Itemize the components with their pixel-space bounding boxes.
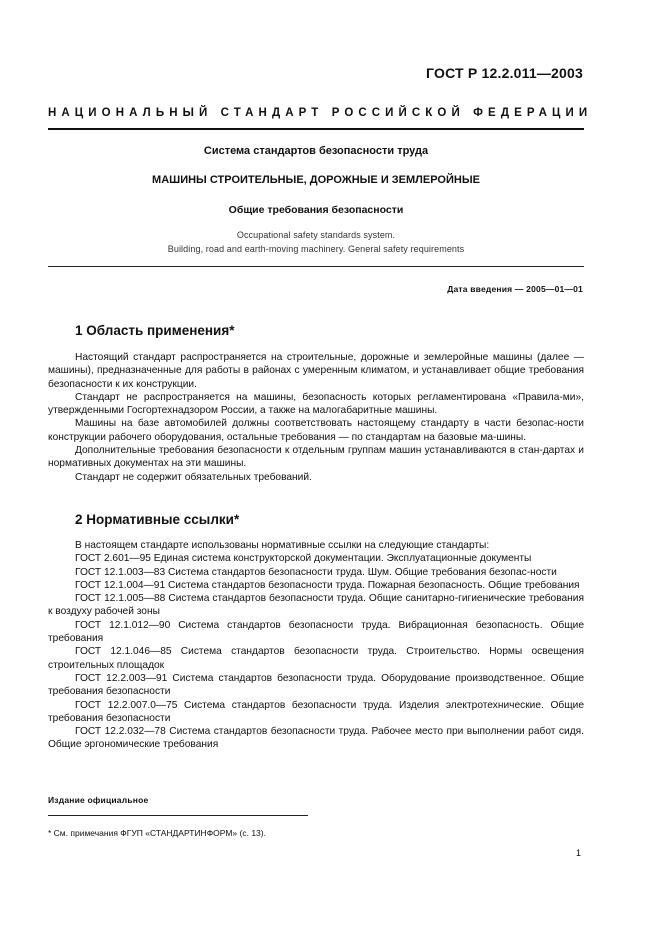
header-rule (48, 128, 584, 130)
paragraph: Настоящий стандарт распространяется на строительные, дорожные и землеройные машины (далее — машины), предназначенные для работы в районах с умеренным климатом, и устанавливает общие требования безопасности к их конструкции. (48, 352, 584, 390)
document-subtitle: Общие требования безопасности (228, 204, 404, 216)
reference-item: ГОСТ 12.2.003—91 Система стандартов безопасности труда. Оборудование производственное. Общие требования безопасности (48, 672, 584, 698)
introduction-date: Дата введения — 2005—01—01 (447, 284, 583, 294)
reference-item: ГОСТ 12.1.005—88 Система стандартов безопасности труда. Общие санитарно-гигиенические требования к воздуху рабочей зоны (48, 593, 584, 618)
reference-list (48, 552, 584, 751)
national-standard-banner: НАЦИОНАЛЬНЫЙ СТАНДАРТ РОССИЙСКОЙ ФЕДЕРАЦИИ (48, 107, 593, 119)
reference-item: ГОСТ 12.1.003—83 Система стандартов безопасности труда. Шум. Общие требования безопас-ности (75, 566, 557, 578)
section-2-body (48, 539, 584, 752)
reference-item: ГОСТ 12.1.004—91 Система стандартов безопасности труда. Пожарная безопасность. Общие требования (75, 579, 580, 591)
references-intro: В настоящем стандарте использованы нормативные ссылки на следующие стандарты: (75, 540, 490, 551)
reference-item: ГОСТ 2.601—95 Единая система конструкторской документации. Эксплуатационные документы (75, 553, 532, 565)
paragraph: Стандарт не содержит обязательных требований. (75, 471, 312, 483)
paragraph: Стандарт не распространяется на машины, безопасность которых регламентирована «Правила-ми», утвержденными Госгортехнадзором России, а также на малогабаритные машины. (48, 391, 584, 417)
section-1-heading: 1 Область применения* (75, 323, 235, 338)
document-title: МАШИНЫ СТРОИТЕЛЬНЫЕ, ДОРОЖНЫЕ И ЗЕМЛЕРОЙНЫЕ (152, 174, 480, 186)
reference-item: ГОСТ 12.2.032—78 Система стандартов безопасности труда. Рабочее место при выполнении работ сидя. Общие эргономические требования (48, 726, 584, 751)
document-code: ГОСТ Р 12.2.011—2003 (426, 65, 583, 81)
section-1-body (48, 351, 584, 484)
page-number: 1 (575, 848, 581, 858)
reference-item: ГОСТ 12.1.012—90 Система стандартов безопасности труда. Вибрационная безопасность. Общие требования (48, 619, 584, 645)
title-block-rule (48, 266, 584, 267)
footnote: * См. примечания ФГУП «СТАНДАРТИНФОРМ» (с. 13). (48, 828, 266, 838)
english-title-line-2: Building, road and earth-moving machinery. General safety requirements (167, 244, 465, 254)
official-edition-label: Издание официальное (48, 795, 149, 805)
reference-item: ГОСТ 12.2.007.0—75 Система стандартов безопасности труда. Изделия электротехнические. Общие требования безопасности (48, 699, 584, 724)
english-title-line-1: Occupational safety standards system. (236, 230, 396, 240)
section-2-heading: 2 Нормативные ссылки* (75, 512, 240, 527)
paragraph: Дополнительные требования безопасности к отдельным группам машин устанавливаются в стан-дартах и нормативных документах на эти машины. (48, 445, 584, 470)
reference-item: ГОСТ 12.1.046—85 Система стандартов безопасности труда. Строительство. Нормы освещения строительных площадок (48, 646, 584, 671)
paragraph: Машины на базе автомобилей должны соответствовать настоящему стандарту в части безопас-ности конструкции рабочего оборудования, остальные требования — по стандартам на базовые ма-шины. (48, 418, 584, 443)
series-title: Система стандартов безопасности труда (203, 145, 429, 157)
footnote-rule (48, 815, 308, 816)
